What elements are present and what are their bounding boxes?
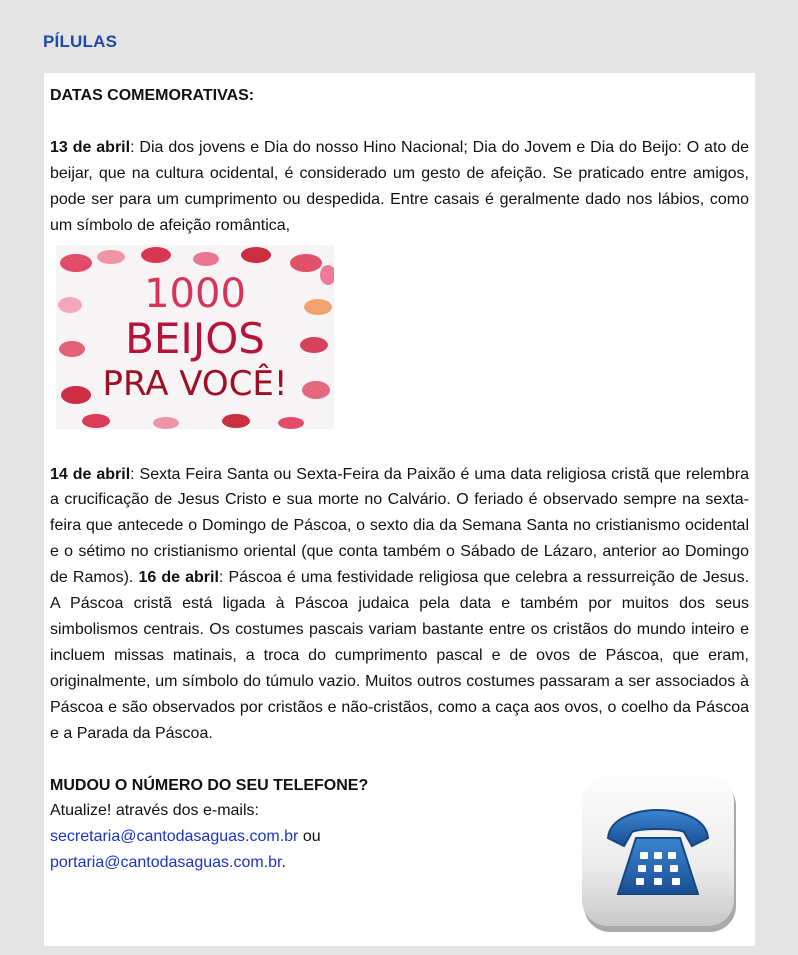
secretaria-email-link[interactable]: secretaria@cantodasaguas.com.br (50, 828, 299, 846)
content-panel (44, 73, 755, 946)
paragraph-text: : Páscoa é uma festividade religiosa que celebra a ressurreição de Jesus. A Páscoa cristã está ligada à Páscoa judaica pela data e também por muitos dos seus simbolismos centrais. Os costumes pascais variam bastante entre os cristãos do mundo inteiro e incluem missas matinais, a troca do cumprimento pascal e de ovos de Páscoa, que eram, originalmente, um símbolo do túmulo vazio. Muitos outros costumes passaram a ser associados à Páscoa e são observados por cristãos e não-cristãos, como a caça aos ovos, o coelho da Páscoa e a Parada da Páscoa. (50, 569, 750, 742)
connector-text: ou (298, 828, 321, 846)
telephone-icon (580, 776, 740, 936)
article-body (50, 83, 749, 876)
date-label: 14 de abril (50, 465, 131, 483)
portaria-email-link[interactable]: portaria@cantodasaguas.com.br (50, 854, 282, 872)
image-text-beijos: BEIJOS (125, 313, 265, 363)
image-text-pra-voce: PRA VOCÊ! (102, 363, 288, 404)
phone-instructions: Atualize! através dos e-mails: (50, 802, 259, 820)
section-title: PÍLULAS (43, 32, 118, 51)
phone-heading: MUDOU O NÚMERO DO SEU TELEFONE? (50, 776, 369, 794)
paragraph-text: : Sexta Feira Santa ou Sexta-Feira da Paixão é uma data religiosa cristã que relembra a crucificação de Jesus Cristo e sua morte no Calvário. O feriado é observado sempre na sexta-feira que antecede o Domingo de Páscoa, o sexto dia da Semana Santa no cristianismo ocidental e o sétimo no cristianismo oriental (que conta também o Sábado de Lázaro, anterior ao Domingo de Ramos). (50, 465, 750, 587)
period-text: . (281, 854, 286, 872)
paragraph-14-april (50, 462, 749, 747)
image-text-1000: 1000 (144, 270, 246, 317)
paragraph-13-april (50, 135, 749, 239)
kisses-image (56, 245, 334, 429)
paragraph-text: : Dia dos jovens e Dia do nosso Hino Nacional; Dia do Jovem e Dia do Beijo: O ato de beijar, que na cultura ocidental, é considerado um gesto de afeição. Se praticado entre amigos, pode ser para um cumprimento ou despedida. Entre casais é geralmente dado nos lábios, como um símbolo de afeição romântica, (50, 138, 749, 234)
date-label: 13 de abril (50, 138, 131, 156)
date-label: 16 de abril (138, 569, 219, 587)
page-heading: DATAS COMEMORATIVAS: (50, 87, 255, 104)
